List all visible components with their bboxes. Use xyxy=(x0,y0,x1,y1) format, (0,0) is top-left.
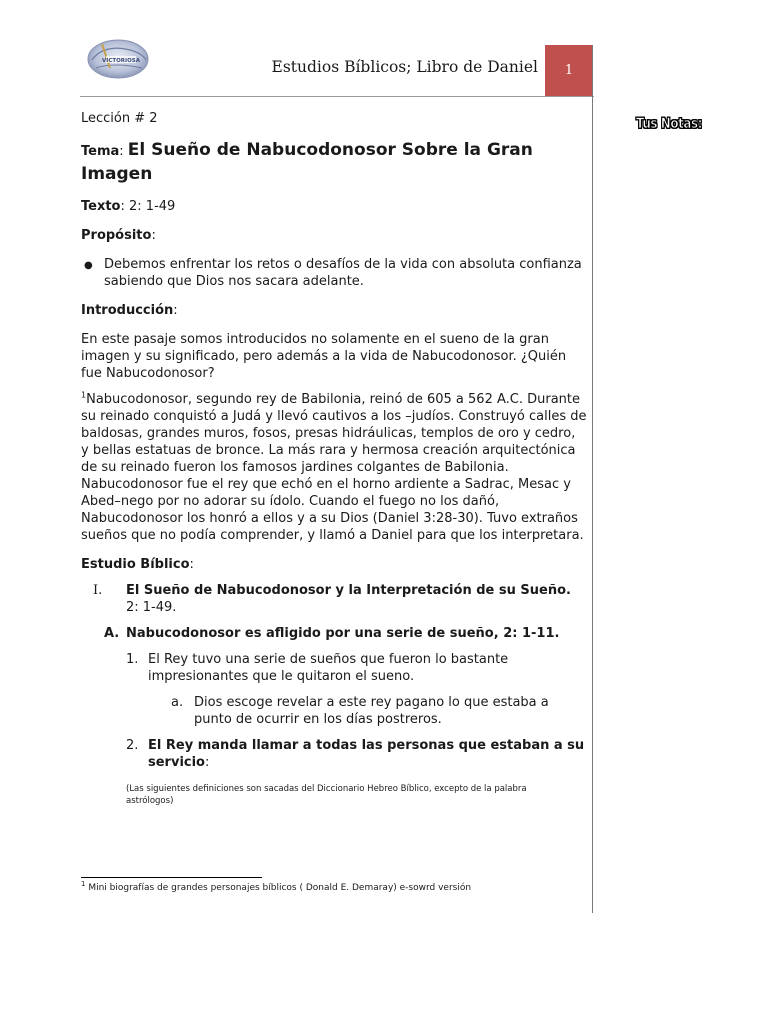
texto-label: Texto xyxy=(81,199,121,214)
proposito-text: Debemos enfrentar los retos o desafíos de la vida con absoluta confianza sabiendo que Dios nos sacara adelante. xyxy=(104,257,582,289)
bio-paragraph xyxy=(81,391,587,544)
outline-mark-I: I. xyxy=(93,583,103,598)
introduccion-heading xyxy=(81,302,587,319)
footnote-divider xyxy=(81,877,262,878)
outline-mark-a: a. xyxy=(171,695,184,710)
proposito-bullet xyxy=(81,256,587,290)
estudio-heading xyxy=(81,556,587,573)
tema-label: Tema xyxy=(81,144,120,159)
lesson-theme xyxy=(81,139,587,186)
introduccion-colon: : xyxy=(173,303,178,318)
notes-column-divider xyxy=(592,45,593,913)
logo-text: VICTORIOSA xyxy=(102,58,140,64)
proposito-label: Propósito xyxy=(81,228,152,243)
item-a-text: Dios escoge revelar a este rey pagano lo que estaba a punto de ocurrir en los días postreros. xyxy=(194,695,549,727)
page-number: 1 xyxy=(564,63,574,78)
outline-mark-2: 2. xyxy=(126,738,139,753)
header-divider xyxy=(80,96,594,97)
outline-mark-1: 1. xyxy=(126,652,139,667)
footnote-number: 1 xyxy=(81,880,86,888)
item-2-title: El Rey manda llamar a todas las personas que estaban a su servicio xyxy=(148,738,585,770)
section-I-ref: 2: 1-49. xyxy=(126,600,177,615)
texto-line xyxy=(81,198,587,215)
texto-value: : 2: 1-49 xyxy=(120,199,176,214)
estudio-colon: : xyxy=(189,557,194,572)
tema-title: El Sueño de Nabucodonosor Sobre la Gran Imagen xyxy=(81,140,533,184)
proposito-heading xyxy=(81,227,587,244)
page-number-box xyxy=(545,45,593,96)
lesson-number: Lección # 2 xyxy=(81,111,158,126)
victoriosa-logo xyxy=(86,38,150,80)
lesson-content xyxy=(81,110,587,807)
proposito-colon: : xyxy=(151,228,156,243)
outline-mark-A: A. xyxy=(104,626,120,641)
item-1-text: El Rey tuvo una serie de sueños que fueron lo bastante impresionantes que le quitaron el sueno. xyxy=(148,652,509,684)
bio-text: Nabucodonosor, segundo rey de Babilonia, reinó de 605 a 562 A.C. Durante su reinado conquistó a Judá y llevó cautivos a los –judíos. Construyó calles de baldosas, grandes muros, fosos, presas hidráulicas, templos de oro y cedro, y bellas estatuas de bronce. La más rara y hermosa creación arquitectónica de su reinado fueron los famosos jardines colgantes de Babilonia. Nabucodonosor fue el rey que echó en el horno ardiente a Sadrac, Mesac y Abed–nego por no adorar su ídolo. Cuando el fuego no los dañó, Nabucodonosor los honró a ellos y a su Dios (Daniel 3:28-30). Tuvo extraños sueños que no podía comprender, y llamó a Daniel para que los interpretara. xyxy=(81,392,587,543)
footnote-text: Mini biografías de grandes personajes bíblicos ( Donald E. Demaray) e-sowrd versión xyxy=(85,883,472,893)
item-2-colon: : xyxy=(205,755,210,770)
outline-item-2 xyxy=(126,737,587,771)
notes-heading: Tus Notas: xyxy=(636,116,702,132)
section-A-title: Nabucodonosor es afligido por una serie de sueño, 2: 1-11. xyxy=(126,626,560,641)
estudio-label: Estudio Bíblico xyxy=(81,557,190,572)
footnote-ref: 1 xyxy=(81,390,87,400)
intro-paragraph: En este pasaje somos introducidos no solamente en el sueno de la gran imagen y su significado, pero además a la vida de Nabucodonosor. ¿Quién fue Nabucodonosor? xyxy=(81,332,567,381)
item-2-text xyxy=(148,737,587,771)
tema-colon: : xyxy=(119,144,128,159)
outline-section-A xyxy=(104,625,587,642)
footnote xyxy=(81,880,472,893)
document-header-title: Estudios Bíblicos; Libro de Daniel xyxy=(271,58,538,76)
outline-item-1 xyxy=(126,651,587,685)
bullet-icon: ● xyxy=(84,260,93,271)
definitions-note: (Las siguientes definiciones son sacadas del Diccionario Hebreo Bíblico, excepto de la palabra astrólogos) xyxy=(126,784,527,806)
section-I-text xyxy=(126,582,587,616)
section-I-title: El Sueño de Nabucodonosor y la Interpretación de su Sueño. xyxy=(126,583,571,598)
outline-item-a xyxy=(171,694,587,728)
outline-section-I xyxy=(81,582,587,616)
introduccion-label: Introducción xyxy=(81,303,174,318)
